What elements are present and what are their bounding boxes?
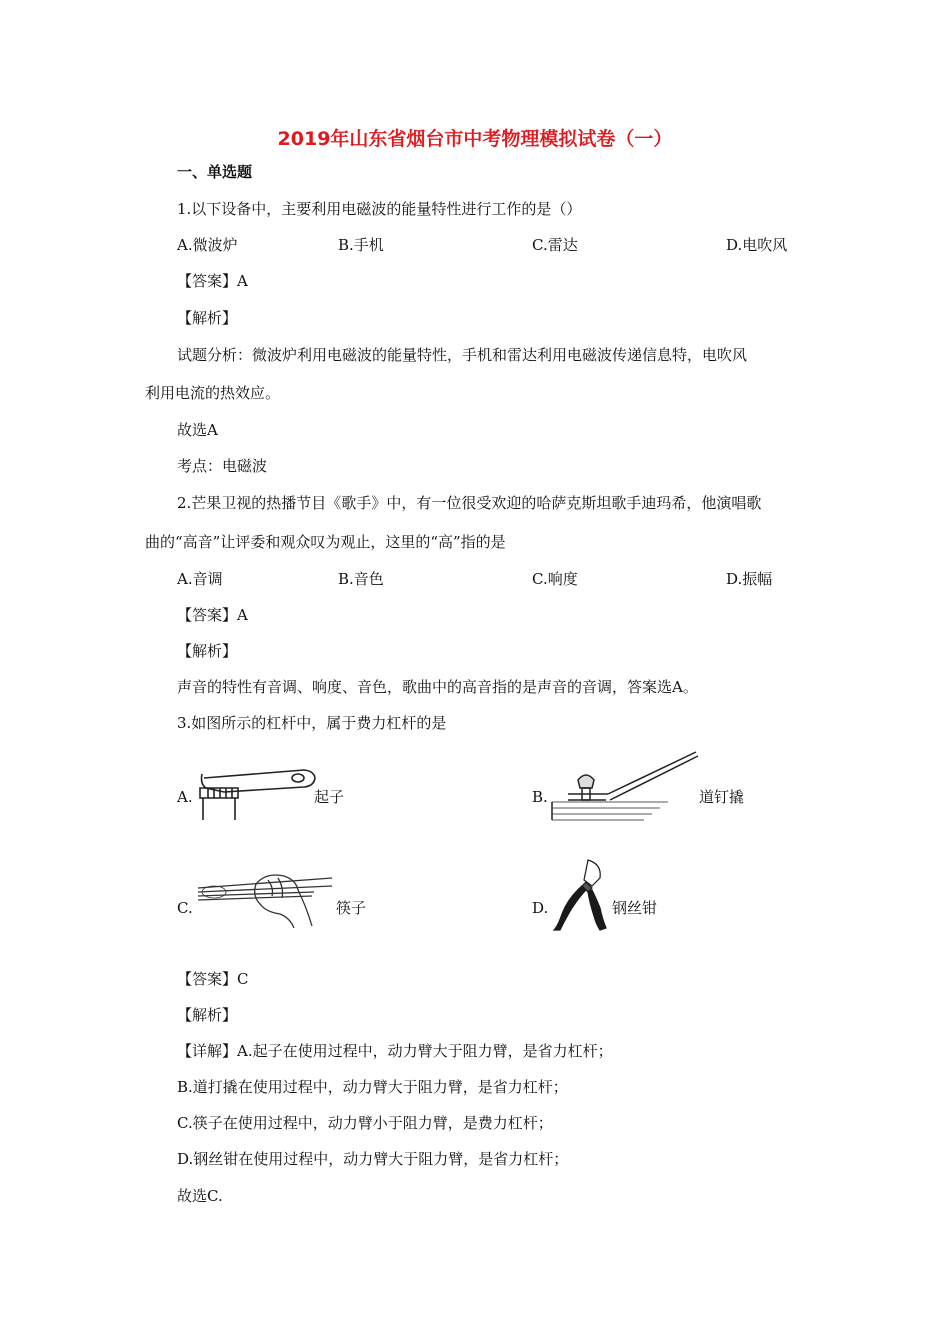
q1-answer: 【答案】A — [177, 272, 248, 290]
q3-option-d-caption: 钢丝钳 — [612, 899, 658, 917]
q3-answer: 【答案】C — [177, 970, 249, 988]
q2-analysis-line: 声音的特性有音调、响度、音色，歌曲中的高音指的是声音的音调，答案选A。 — [177, 678, 698, 696]
q3-option-c-letter: C. — [177, 899, 193, 917]
q3-option-a-caption: 起子 — [314, 788, 345, 806]
q2-answer: 【答案】A — [177, 606, 248, 624]
q3-analysis-label: 【解析】 — [177, 1006, 238, 1024]
q2-option-c: C.响度 — [532, 570, 578, 588]
q3-option-b-letter: B. — [532, 788, 548, 806]
q2-option-a: A.音调 — [177, 570, 223, 588]
question-2-stem: 2.芒果卫视的热播节目《歌手》中，有一位很受欢迎的哈萨克斯坦歌手迪玛希，他演唱歌 — [177, 494, 762, 512]
question-1-stem: 1.以下设备中，主要利用电磁波的能量特性进行工作的是（） — [177, 200, 582, 218]
page-title: 2019年山东省烟台市中考物理模拟试卷（一） — [277, 128, 673, 150]
bottle-opener-image — [194, 762, 320, 822]
q1-option-d: D.电吹风 — [726, 236, 788, 254]
q1-analysis-line: 利用电流的热效应。 — [145, 384, 281, 402]
q3-option-c-caption: 筷子 — [336, 899, 367, 917]
q1-analysis-line: 试题分析：微波炉利用电磁波的能量特性，手机和雷达利用电磁波传递信息特，电吹风 — [177, 346, 748, 364]
question-2-stem: 曲的“高音”让评委和观众叹为观止，这里的“高”指的是 — [145, 533, 506, 551]
q1-analysis-label: 【解析】 — [177, 309, 238, 327]
q1-option-a: A.微波炉 — [177, 236, 238, 254]
section-heading: 一、单选题 — [177, 163, 253, 181]
q3-option-d-letter: D. — [532, 899, 549, 917]
q3-detail-line: D.钢丝钳在使用过程中，动力臂大于阻力臂，是省力杠杆； — [177, 1150, 569, 1168]
q1-option-b: B.手机 — [338, 236, 384, 254]
spike-lever-image — [548, 744, 700, 824]
q2-option-b: B.音色 — [338, 570, 384, 588]
q2-option-d: D.振幅 — [726, 570, 773, 588]
q3-choice: 故选C. — [177, 1187, 223, 1205]
q3-detail-line: B.道打撬在使用过程中，动力臂大于阻力臂，是省力杠杆； — [177, 1078, 568, 1096]
q3-detail-line: 【详解】A.起子在使用过程中，动力臂大于阻力臂，是省力杠杆； — [177, 1042, 613, 1060]
q1-choice: 故选A — [177, 421, 218, 439]
q1-option-c: C.雷达 — [532, 236, 578, 254]
q1-kaodian: 考点：电磁波 — [177, 457, 268, 475]
q3-detail-line: C.筷子在使用过程中，动力臂小于阻力臂，是费力杠杆； — [177, 1114, 553, 1132]
q2-analysis-label: 【解析】 — [177, 642, 238, 660]
chopsticks-image — [194, 866, 334, 932]
pliers-image — [550, 856, 610, 932]
question-3-stem: 3.如图所示的杠杆中，属于费力杠杆的是 — [177, 714, 447, 732]
q3-option-a-letter: A. — [177, 788, 193, 806]
q3-option-b-caption: 道钉撬 — [699, 788, 745, 806]
